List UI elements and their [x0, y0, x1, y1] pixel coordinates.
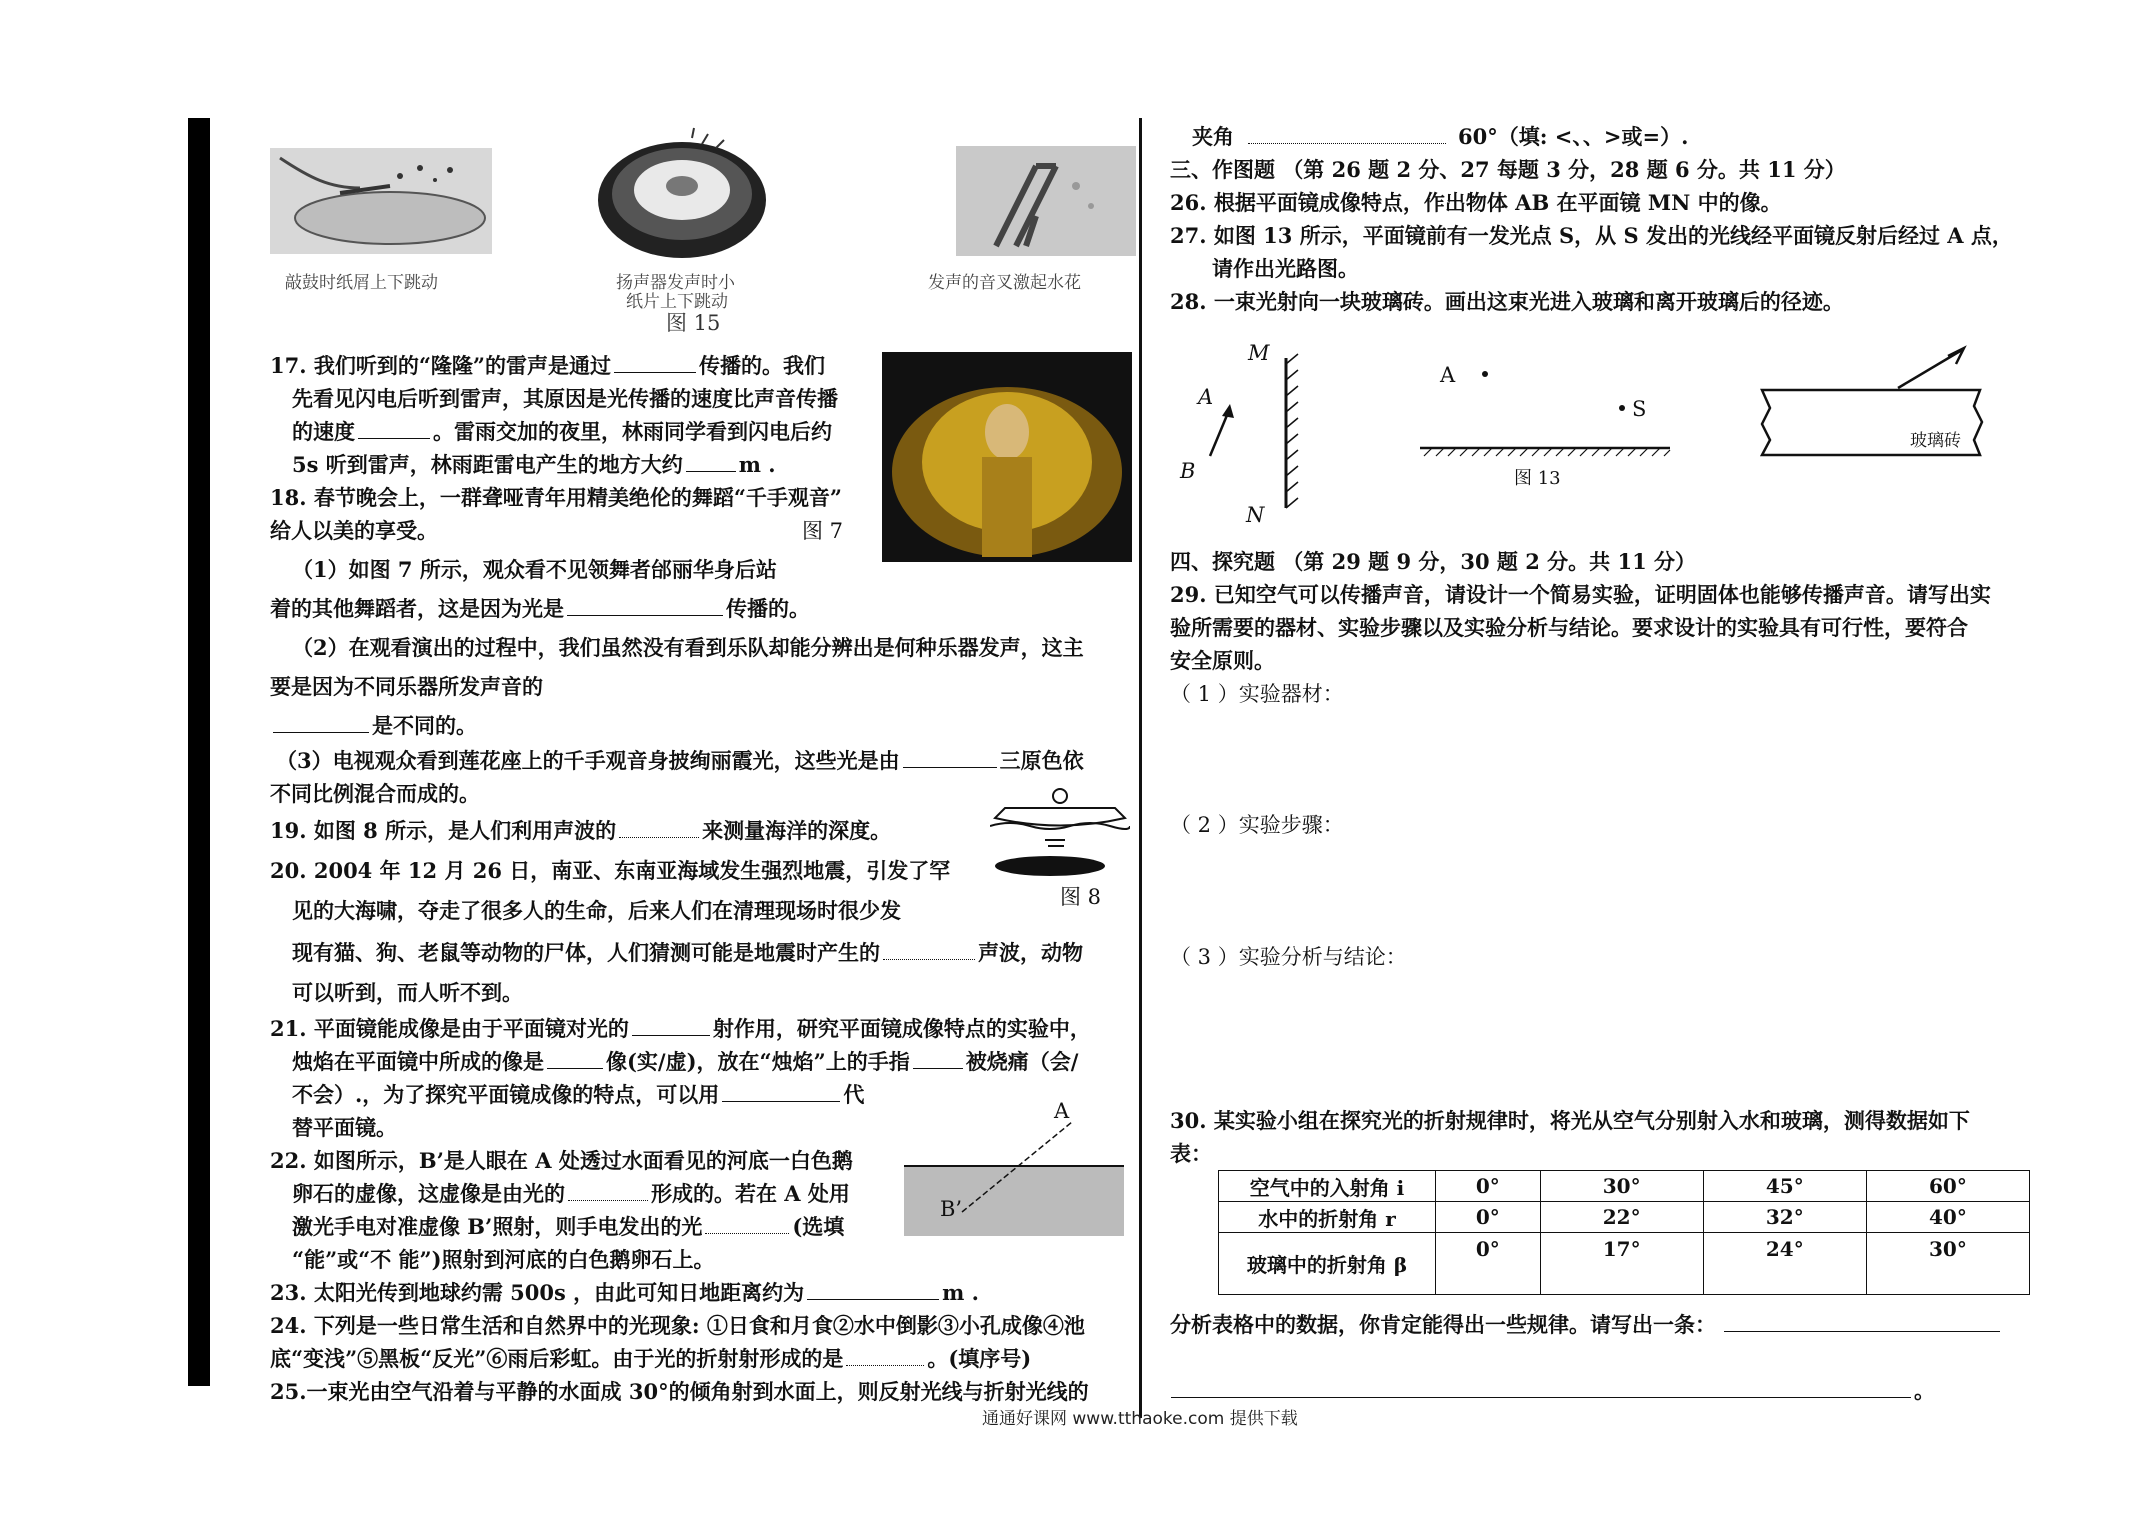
fig15-caption-2a: 扬声器发声时小: [616, 273, 735, 293]
q18-part1-b: 着的其他舞蹈者，这是因为光是 传播的。: [270, 596, 810, 621]
q27-label-s: S: [1632, 397, 1647, 421]
q23-line: 23. 太阳光传到地球约需 500s ，由此可知日地距离约为 m .: [270, 1280, 979, 1305]
q27-label-a: A: [1440, 363, 1456, 387]
q17-line2: 先看见闪电后听到雷声，其原因是光传播的速度比声音传播: [292, 386, 838, 411]
q26-label-a: A: [1198, 385, 1214, 409]
fig15-title: 图 15: [666, 311, 721, 335]
column-divider: [1139, 118, 1142, 1418]
table-cell: 0°: [1436, 1233, 1541, 1295]
q17-line3: 的速度 。雷雨交加的夜里，林雨同学看到闪电后约: [292, 419, 832, 444]
fig15-tuning-fork-image: [956, 146, 1136, 256]
q25-line1: 25.一束光由空气沿着与平静的水面成 30°的倾角射到水面上，则反射光线与折射光线的: [270, 1379, 1089, 1404]
table-cell: 45°: [1703, 1171, 1866, 1202]
fig15-caption-3: 发声的音叉激起水花: [928, 273, 1081, 293]
q29-line3: 安全原则。: [1170, 648, 1275, 673]
table-cell: 0°: [1436, 1202, 1541, 1233]
fig8-caption: 图 8: [1060, 885, 1102, 909]
table-cell: 0°: [1436, 1171, 1541, 1202]
q18-part2: （2）在观看演出的过程中，我们虽然没有看到乐队却能分辨出是何种乐器发声，这主: [292, 635, 1084, 660]
q26-label-b: B: [1180, 459, 1196, 483]
q30-line2: 表：: [1170, 1141, 1212, 1166]
q21-line4: 替平面镜。: [292, 1115, 397, 1140]
table-cell: 60°: [1866, 1171, 2029, 1202]
q30-question: 分析表格中的数据，你肯定能得出一些规律。请写出一条：: [1170, 1312, 2003, 1338]
q24-line2: 底“变浅”⑤黑板“反光”⑥雨后彩虹。由于光的折射射形成的是 。(填序号): [270, 1346, 1032, 1371]
q20-line2: 见的大海啸，夺走了很多人的生命，后来人们在清理现场时很少发: [292, 898, 901, 923]
q28-glass-label: 玻璃砖: [1910, 431, 1961, 451]
table-cell: 水中的折射角 r: [1219, 1202, 1436, 1233]
q21-line2: 烛焰在平面镜中所成的像是 像(实/虚)，放在“烛焰”上的手指 被烧痛（会/: [292, 1049, 1079, 1074]
q18-part1: （1）如图 7 所示，观众看不见领舞者邰丽华身后站: [292, 557, 777, 582]
q26-label-n: N: [1246, 503, 1265, 527]
fig15-caption-2b: 纸片上下跳动: [626, 292, 728, 312]
table-cell: 30°: [1866, 1233, 2029, 1295]
table-cell: 17°: [1540, 1233, 1703, 1295]
table-cell: 玻璃中的折射角 β: [1219, 1233, 1436, 1295]
q21-line1: 21. 平面镜能成像是由于平面镜对光的 射作用，研究平面镜成像特点的实验中，: [270, 1016, 1091, 1041]
binding-strip: [188, 118, 210, 1386]
q22-label-a: A: [1054, 1099, 1070, 1123]
q17-line1: 17. 我们听到的“隆隆”的雷声是通过 传播的。我们: [270, 353, 826, 378]
q18-line1: 18. 春节晚会上，一群聋哑青年用精美绝伦的舞蹈“千手观音”: [270, 485, 843, 510]
q29-part3-label: （ 3 ）实验分析与结论：: [1170, 945, 1407, 969]
table-cell: 24°: [1703, 1233, 1866, 1295]
q20-line4: 可以听到，而人听不到。: [292, 980, 523, 1005]
fig15-caption-1: 敲鼓时纸屑上下跳动: [285, 273, 438, 293]
q20-line3: 现有猫、狗、老鼠等动物的尸体，人们猜测可能是地震时产生的 声波，动物: [292, 940, 1083, 965]
q22-label-b: B’: [940, 1197, 963, 1221]
q28-text: 28. 一束光射向一块玻璃砖。画出这束光进入玻璃和离开玻璃后的径迹。: [1170, 289, 1844, 314]
table-cell: 40°: [1866, 1202, 2029, 1233]
table-row: [1219, 1171, 2030, 1202]
q29-part1-label: （ 1 ）实验器材：: [1170, 682, 1344, 706]
fig15-speaker-image: [592, 124, 772, 264]
q26-text: 26. 根据平面镜成像特点，作出物体 AB 在平面镜 MN 中的像。: [1170, 190, 1782, 215]
table-row: [1219, 1233, 2030, 1295]
fig15-drum-image: [270, 148, 492, 254]
q30-line1: 30. 某实验小组在探究光的折射规律时，将光从空气分别射入水和玻璃，测得数据如下: [1170, 1108, 1970, 1133]
fig8-boat-image: [990, 778, 1130, 883]
q18-part3: （3）电视观众看到莲花座上的千手观音身披绚丽霞光，这些光是由 三原色依: [276, 748, 1084, 773]
q27-line2: 请作出光路图。: [1212, 256, 1359, 281]
q22-line3: 激光手电对准虚像 B’照射，则手电发出的光 (选填: [292, 1214, 845, 1239]
q22-line4: “能”或“不 能”)照射到河底的白色鹅卵石上。: [292, 1247, 715, 1272]
q18-part3-b: 不同比例混合而成的。: [270, 781, 480, 806]
q26-label-m: M: [1248, 341, 1270, 365]
table-cell: 32°: [1703, 1202, 1866, 1233]
q18-part2-b: 要是因为不同乐器所发声音的: [270, 674, 543, 699]
table-cell: 22°: [1540, 1202, 1703, 1233]
q29-part2-label: （ 2 ）实验步骤：: [1170, 813, 1344, 837]
q18-line2: 给人以美的享受。: [270, 518, 438, 543]
q24-line1: 24. 下列是一些日常生活和自然界中的光现象: ①日食和月食②水中倒影③小孔成像④池: [270, 1313, 1085, 1338]
section-3-heading: 三、作图题 （第 26 题 2 分、27 每题 3 分，28 题 6 分。共 11 分）: [1170, 157, 1846, 182]
q22-line1: 22. 如图所示，B’是人眼在 A 处透过水面看见的河底一白色鹅: [270, 1148, 853, 1173]
q29-line2: 验所需要的器材、实验步骤以及实验分析与结论。要求设计的实验具有可行性，要符合: [1170, 615, 1968, 640]
q22-water-figure: [904, 1100, 1124, 1236]
fig7-caption: 图 7: [802, 519, 844, 543]
q30-answer-line: 。: [1168, 1378, 1935, 1404]
fig13-caption: 图 13: [1514, 468, 1561, 489]
fig7-dancer-photo: [882, 352, 1132, 562]
table-row: [1219, 1202, 2030, 1233]
section-4-heading: 四、探究题 （第 29 题 9 分，30 题 2 分。共 11 分）: [1170, 549, 1697, 574]
q19-line: 19. 如图 8 所示，是人们利用声波的 来测量海洋的深度。: [270, 818, 892, 843]
q29-line1: 29. 已知空气可以传播声音，请设计一个简易实验，证明固体也能够传播声音。请写出实: [1170, 582, 1991, 607]
table-cell: 空气中的入射角 i: [1219, 1171, 1436, 1202]
q21-line3: 不会）.，为了探究平面镜成像的特点，可以用 代: [292, 1082, 865, 1107]
q20-line1: 20. 2004 年 12 月 26 日，南亚、东南亚海域发生强烈地震，引发了罕: [270, 858, 951, 883]
q17-line4: 5s 听到雷声，林雨距雷电产生的地方大约 m .: [292, 452, 776, 477]
q22-line2: 卵石的虚像，这虚像是由光的 形成的。若在 A 处用: [292, 1181, 850, 1206]
q27-line1: 27. 如图 13 所示，平面镜前有一发光点 S，从 S 发出的光线经平面镜反射后经过 A 点，: [1170, 223, 2013, 248]
q18-part2-c: 是不同的。: [270, 713, 477, 739]
refraction-data-table: [1218, 1170, 2030, 1295]
q25-continued: 夹角 60°（填: <、、>或=）.: [1192, 124, 1689, 149]
footer-source: 通通好课网 www.tthaoke.com 提供下载: [982, 1409, 1298, 1429]
table-cell: 30°: [1540, 1171, 1703, 1202]
